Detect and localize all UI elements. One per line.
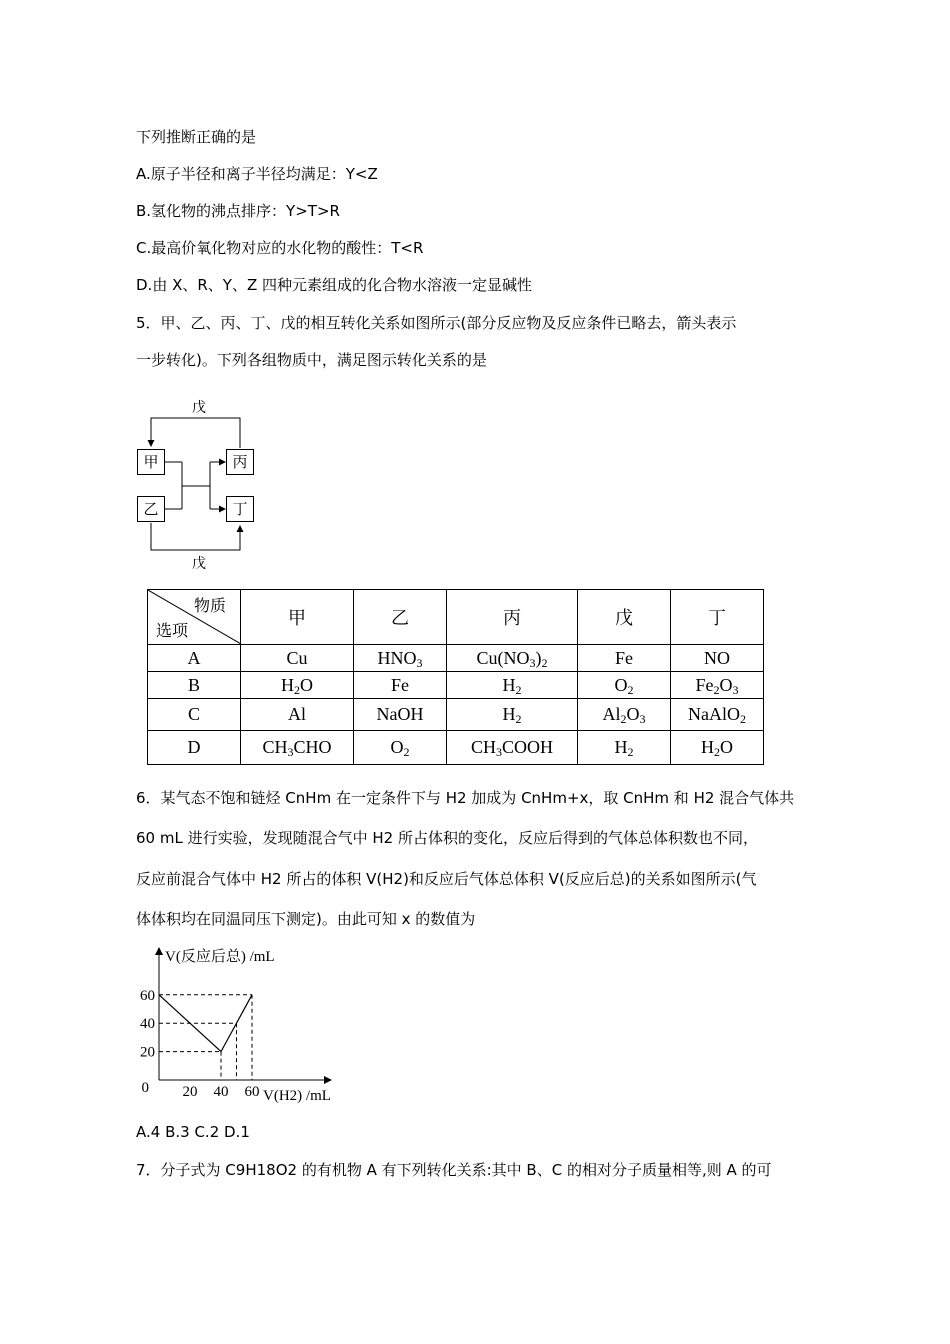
conversion-diagram bbox=[130, 396, 280, 574]
table-row bbox=[148, 699, 764, 731]
table-corner-cell bbox=[148, 590, 241, 645]
table-cell: $HNO_3$ bbox=[354, 645, 447, 672]
table-cell: $Cu(NO_3)_2$ bbox=[447, 645, 578, 672]
header-cell: 甲 bbox=[241, 590, 354, 645]
label-wu-top: 戊 bbox=[192, 400, 206, 416]
table-cell: Cu bbox=[241, 645, 354, 672]
table-cell: $Fe_2O_3$ bbox=[671, 672, 764, 699]
label-wu-bottom: 戊 bbox=[192, 556, 206, 572]
box-jia: 甲 bbox=[137, 449, 165, 475]
corner-label-top: 物质 bbox=[193, 596, 226, 615]
header-cell: 戊 bbox=[578, 590, 671, 645]
box-bing: 丙 bbox=[226, 449, 254, 475]
table-cell: $H_2$ bbox=[447, 699, 578, 731]
table-cell: Al bbox=[241, 699, 354, 731]
q6-stem-line2: 60 mL 进行实验，发现随混合气中 H2 所占体积的变化，反应后得到的气体总体积数也不同， bbox=[136, 829, 758, 847]
table-cell: NO bbox=[671, 645, 764, 672]
table-cell: Fe bbox=[354, 672, 447, 699]
q4-option-d: D.由 X、R、Y、Z 四种元素组成的化合物水溶液一定显碱性 bbox=[136, 276, 532, 294]
q5-stem-line1: 5．甲、乙、丙、丁、戊的相互转化关系如图所示(部分反应物及反应条件已略去，箭头表示 bbox=[136, 314, 737, 332]
table-cell: NaAlO$_2$ bbox=[671, 699, 764, 731]
q6-stem-line1: 6．某气态不饱和链烃 CnHm 在一定条件下与 H2 加成为 CnHm+x，取 CnHm 和 H2 混合气体共 bbox=[136, 789, 795, 807]
y-axis-label: V(反应后总) /mL bbox=[165, 949, 275, 965]
y-tick-label: 40 bbox=[140, 1016, 155, 1033]
table-cell: Fe bbox=[578, 645, 671, 672]
options-table bbox=[147, 589, 764, 765]
x-tick-label: 40 bbox=[213, 1084, 229, 1100]
table-cell: $CH_3CHO$ bbox=[241, 731, 354, 765]
series-line bbox=[159, 995, 252, 1052]
table-cell: NaOH bbox=[354, 699, 447, 731]
y-tick-label: 20 bbox=[140, 1044, 155, 1061]
table-cell: $O_2$ bbox=[354, 731, 447, 765]
corner-label-bottom: 选项 bbox=[156, 621, 189, 640]
q4-option-b: B.氢化物的沸点排序：Y>T>R bbox=[136, 202, 340, 220]
table-cell: $H_2$ bbox=[578, 731, 671, 765]
q6-answers: A.4 B.3 C.2 D.1 bbox=[136, 1123, 250, 1141]
box-ding: 丁 bbox=[226, 496, 254, 522]
y-tick-label: 60 bbox=[140, 987, 155, 1004]
table-row bbox=[148, 731, 764, 765]
row-label: B bbox=[148, 672, 241, 699]
q4-intro: 下列推断正确的是 bbox=[136, 128, 257, 146]
header-cell: 乙 bbox=[354, 590, 447, 645]
q4-option-a: A.原子半径和离子半径均满足：Y<Z bbox=[136, 165, 378, 183]
q7-stem-line1: 7．分子式为 C9H18O2 的有机物 A 有下列转化关系:其中 B、C 的相对分子质量相等,则 A 的可 bbox=[136, 1161, 772, 1179]
header-cell: 丁 bbox=[671, 590, 764, 645]
table-row bbox=[148, 645, 764, 672]
table-cell: $H_2O$ bbox=[671, 731, 764, 765]
row-label: C bbox=[148, 699, 241, 731]
table-header-row bbox=[148, 590, 764, 645]
box-yi: 乙 bbox=[137, 496, 165, 522]
q5-stem-line2: 一步转化)。下列各组物质中，满足图示转化关系的是 bbox=[136, 351, 487, 369]
x-tick-label: 20 bbox=[182, 1084, 198, 1100]
table-cell: $Al_2O_3$ bbox=[578, 699, 671, 731]
row-label: D bbox=[148, 731, 241, 765]
x-tick-label: 60 bbox=[244, 1084, 260, 1100]
table-cell: $H_2O$ bbox=[241, 672, 354, 699]
origin-label: 0 bbox=[141, 1080, 149, 1096]
q6-stem-line4: 体体积均在同温同压下测定)。由此可知 x 的数值为 bbox=[136, 910, 476, 928]
row-label: A bbox=[148, 645, 241, 672]
diagram-arrows bbox=[130, 396, 280, 574]
graph-svg bbox=[128, 942, 368, 1110]
table-cell: $CH_3COOH$ bbox=[447, 731, 578, 765]
table-row bbox=[148, 672, 764, 699]
table-cell: $O_2$ bbox=[578, 672, 671, 699]
x-axis-label: V(H2) /mL bbox=[263, 1088, 331, 1104]
header-cell: 丙 bbox=[447, 590, 578, 645]
volume-graph bbox=[128, 942, 368, 1110]
q4-option-c: C.最高价氧化物对应的水化物的酸性：T<R bbox=[136, 239, 424, 257]
q6-stem-line3: 反应前混合气体中 H2 所占的体积 V(H2)和反应后气体总体积 V(反应后总)的关系如图所示(气 bbox=[136, 870, 757, 888]
table-cell: $H_2$ bbox=[447, 672, 578, 699]
